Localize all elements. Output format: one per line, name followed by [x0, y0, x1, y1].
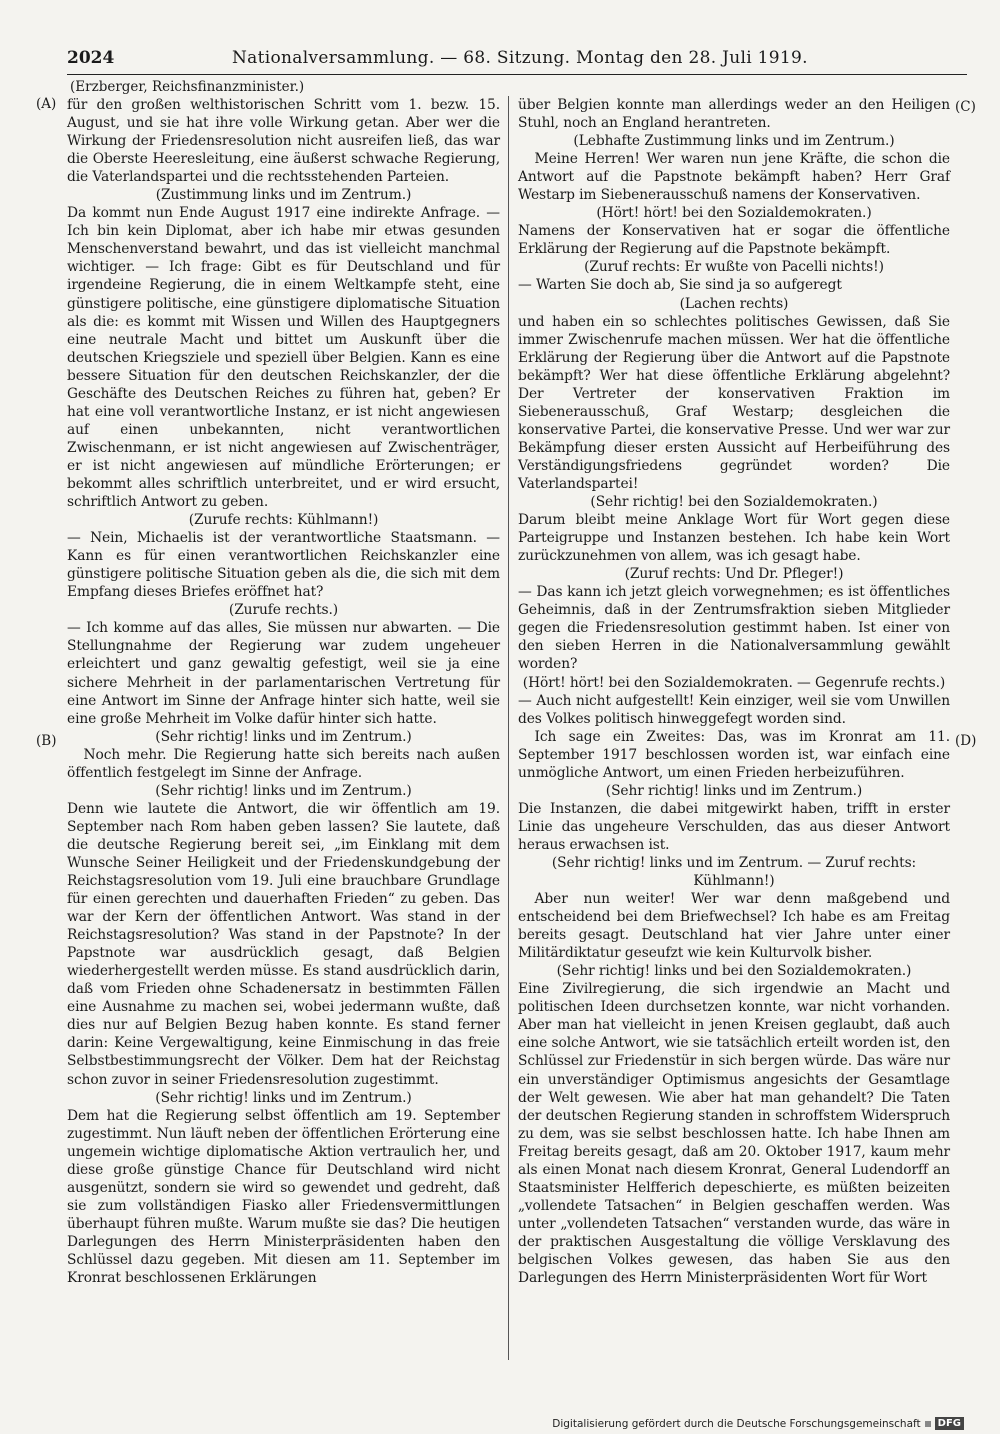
separator-icon	[925, 1421, 931, 1427]
page-header	[67, 46, 967, 75]
margin-marker-d: (D)	[955, 733, 977, 749]
paragraph: Dem hat die Regierung selbst öffentlich am 19. September zugestimmt. Nun läuft neben der öffentlichen Erörterung eine ungemein wichtige diplomatische Aktion vertraulich her, und diese große günstige Chance für Deutschland wird nicht ausgenützt, sondern sie wird so gewendet und gedreht, daß sie zum vollständigen Fiasko aller Friedensvermittlungen überhaupt führen mußte. Warum mußte sie das? Die heutigen Darlegungen des Herrn Ministerpräsidenten haben den Schlüssel dazu gegeben. Mit diesen am 11. September im Kronrat beschlossenen Erklärungen	[67, 1107, 500, 1287]
column-divider	[508, 96, 509, 1360]
margin-marker-b: (B)	[36, 733, 57, 749]
paragraph: — Ich komme auf das alles, Sie müssen nur abwarten. — Die Stellungnahme der Regierung war zudem ungeheuer erleichtert und ganz gewaltig gefestigt, weil sie ja eine sichere Mehrheit in der parlamentarischen Vertretung für eine Antwort im Sinne der Anfrage hinter sich hatte, weil sie eine große Mehrheit im Volke dafür hinter sich hatte.	[67, 620, 500, 727]
paragraph: Aber nun weiter! Wer war denn maßgebend und entscheidend bei dem Briefwechsel? Ich habe es am Freitag bereits gesagt. Deutschland hat vier Jahre unter einer Militärdiktatur geseufzt wie kein Kulturvolk bisher.	[518, 891, 950, 962]
interjection: (Lebhafte Zustimmung links und im Zentrum.)	[573, 133, 895, 150]
paragraph: — Auch nicht aufgestellt! Kein einziger, weil sie vom Unwillen des Volkes politisch hinweggefegt worden sind.	[518, 692, 950, 727]
paragraph: Darum bleibt meine Anklage Wort für Wort gegen diese Parteigruppe und Instanzen bestehen. Ich habe kein Wort zurückzunehmen von allem, was ich gesagt habe.	[518, 512, 950, 565]
interjection: (Zustimmung links und im Zentrum.)	[155, 187, 412, 204]
interjection: (Sehr richtig! links und im Zentrum.)	[605, 782, 863, 799]
interjection: (Zuruf rechts: Er wußte von Pacelli nichts!)	[584, 259, 884, 276]
paragraph: — Das kann ich jetzt gleich vorwegnehmen; es ist öffentliches Geheimnis, daß in der Zentrumsfraktion sieben Mitglieder gegen die Friedensresolution gestimmt haben. Ist einer von den sieben Herren in die Nationalversammlung gewählt worden?	[518, 584, 950, 673]
paragraph: und haben ein so schlechtes politisches Gewissen, daß Sie immer Zwischenrufe machen müssen. Wer hat die öffentliche Erklärung der Regierung über die Antwort auf die Papstnote bekämpft? Wer hat diese öffentliche Erklärung abgelehnt? Der Vertreter der konservativen Fraktion im Siebenerausschuß, Graf Westarp; desgleichen die konservative Partei, die konservative Presse. Und wer war zur Bekämpfung dieser ersten Aussicht auf Herbeiführung des Verständigungsfriedens gegründet worden? Die Vaterlandspartei!	[518, 313, 950, 492]
paragraph: für den großen welthistorischen Schritt vom 1. bezw. 15. August, und sie hat ihre volle Wirkung getan. Aber wer die Wirkung der Friedensresolution nicht ausreifen ließ, das war die Oberste Heeresleitung, eine äußerst schwache Regierung, die Vaterlandspartei und die rechtsstehenden Parteien.	[67, 97, 500, 186]
paragraph: Da kommt nun Ende August 1917 eine indirekte Anfrage. — Ich bin kein Diplomat, aber ich habe mir etwas gesunden Menschenverstand bewahrt, und das ist vielleicht manchmal wichtiger. — Ich frage: Gibt es für Deutschland und für irgendeine Regierung, die in einem Weltkampfe steht, eine günstigere politische, eine günstigere diplomatische Situation als die: es kommt mit Wissen und Willen des Hauptgegners eine neutrale Macht und bittet um Auskunft über die deutschen Kriegsziele und speziell über Belgien. Kann es eine bessere Situation für den deutschen Reichskanzler, der die Geschäfte des Deutschen Reiches zu führen hat, geben? Er hat eine voll verantwortliche Instanz, er ist nicht angewiesen auf einen unbekannten, nicht verantwortlichen Zwischenmann, er ist nicht angewiesen auf Zwischenträger, er ist nicht angewiesen auf mündliche Erörterungen; er bekommt alles schriftlich unterbreitet, und er wird ersucht, schriftlich Antwort zu geben.	[67, 205, 500, 511]
interjection: (Hört! hört! bei den Sozialdemokraten. — Gegenrufe rechts.)	[522, 674, 946, 691]
paragraph: Noch mehr. Die Regierung hatte sich bereits nach außen öffentlich festgelegt im Sinne der Anfrage.	[67, 746, 500, 781]
page-number: 2024	[67, 48, 115, 68]
speaker-label: (Erzberger, Reichsfinanzminister.)	[70, 79, 305, 95]
paragraph: Denn wie lautete die Antwort, die wir öffentlich am 19. September nach Rom haben geben lassen? Sie lautete, daß die deutsche Regierung bereit sei, „im Einklang mit dem Wunsche Seiner Heiligkeit und der Friedenskundgebung der Reichstagsresolution vom 19. Juli eine brauchbare Grundlage für einen gerechten und dauerhaften Frieden“ zu geben. Das war der Kern der öffentlichen Antwort. Was stand in der Reichstagsresolution? Was stand in der Papstnote? In der Papstnote war ausdrücklich gesagt, daß Belgien wiederhergestellt werden müsse. Es stand ausdrücklich darin, daß vom Frieden ohne Schadenersatz in bestimmten Fällen eine Ausnahme zu machen sei, wobei jedermann wußte, daß dies nur auf Belgien Bezug haben konnte. Es stand ferner darin: Keine Vergewaltigung, keine Einmischung in das freie Selbstbestimmungsrecht der Völker. Dem hat der Reichstag schon zuvor in seiner Friedensresolution zugestimmt.	[67, 800, 500, 1088]
page-title: Nationalversammlung. — 68. Sitzung. Montag den 28. Juli 1919.	[232, 48, 808, 68]
dfg-logo: DFG	[935, 1417, 964, 1430]
interjection: (Sehr richtig! links und im Zentrum.)	[155, 782, 412, 799]
footer-credit	[552, 1417, 964, 1430]
paragraph: — Nein, Michaelis ist der verantwortliche Staatsmann. — Kann es für einen verantwortlichen Reichskanzler eine günstigere politische Situation geben als die, die sich mit dem Empfang dieses Briefes eröffnet hat?	[67, 530, 500, 601]
interjection: (Sehr richtig! links und im Zentrum. — Zuruf rechts: Kühlmann!)	[551, 854, 917, 890]
interjection: (Sehr richtig! bei den Sozialdemokraten.)	[590, 494, 878, 511]
paragraph: Ich sage ein Zweites: Das, was im Kronrat am 11. September 1917 beschlossen worden ist, war einfach eine unmögliche Antwort, um einen Frieden herbeizuführen.	[518, 728, 950, 781]
paragraph: Meine Herren! Wer waren nun jene Kräfte, die schon die Antwort auf die Papstnote bekämpft haben? Herr Graf Westarp im Siebenerausschuß namens der Konservativen.	[518, 151, 950, 204]
margin-marker-c: (C)	[955, 99, 976, 115]
paragraph: über Belgien konnte man allerdings weder an den Heiligen Stuhl, noch an England herantreten.	[518, 97, 950, 132]
paragraph: Namens der Konservativen hat er sogar die öffentliche Erklärung der Regierung auf die Papstnote bekämpft.	[518, 223, 950, 258]
interjection: (Zurufe rechts.)	[228, 602, 339, 619]
interjection: (Sehr richtig! links und im Zentrum.)	[155, 1089, 412, 1106]
interjection: (Zurufe rechts: Kühlmann!)	[188, 512, 379, 529]
paragraph: — Warten Sie doch ab, Sie sind ja so aufgeregt	[518, 277, 842, 294]
paragraph: Eine Zivilregierung, die sich irgendwie an Macht und politischen Ideen durchsetzen konnte, war nicht vorhanden. Aber man hat vielleicht in jenen Kreisen geglaubt, daß auch eine solche Antwort, wie sie tatsächlich erteilt worden ist, den Schlüssel zur Friedenstür in sich bergen würde. Das wäre nur ein unverständiger Optimismus angesichts der Gesamtlage der Welt gewesen. Wie aber hat man gehandelt? Die Taten der deutschen Regierung standen in schroffstem Widerspruch zu dem, was sie selbst beschlossen hatte. Ich habe Ihnen am Freitag bereits gesagt, daß am 20. Oktober 1917, kaum mehr als einen Monat nach diesem Kronrat, General Ludendorff an Staatsminister Helfferich depeschierte, es müßten beizeiten „vollendete Tatsachen“ in Belgien geschaffen werden. Was unter „vollendeten Tatsachen“ verstanden wurde, das wäre in der praktischen Ausgestaltung die völlige Versklavung des belgischen Volkes gewesen, das haben Sie aus den Darlegungen des Herrn Ministerpräsidenten Wort für Wort	[518, 981, 950, 1287]
right-column	[518, 96, 950, 1287]
interjection: (Sehr richtig! links und bei den Sozialdemokraten.)	[556, 963, 912, 980]
footer-text: Digitalisierung gefördert durch die Deutsche Forschungsgemeinschaft	[552, 1417, 921, 1430]
interjection: (Lachen rechts)	[679, 295, 789, 312]
interjection: (Hört! hört! bei den Sozialdemokraten.)	[596, 205, 872, 222]
interjection: (Zuruf rechts: Und Dr. Pfleger!)	[624, 566, 844, 583]
paragraph: Die Instanzen, die dabei mitgewirkt haben, trifft in erster Linie das ungeheure Verschulden, das aus dieser Antwort heraus erwachsen ist.	[518, 800, 950, 853]
margin-marker-a: (A)	[36, 96, 57, 112]
interjection: (Sehr richtig! links und im Zentrum.)	[155, 728, 412, 745]
left-column	[67, 96, 500, 1287]
